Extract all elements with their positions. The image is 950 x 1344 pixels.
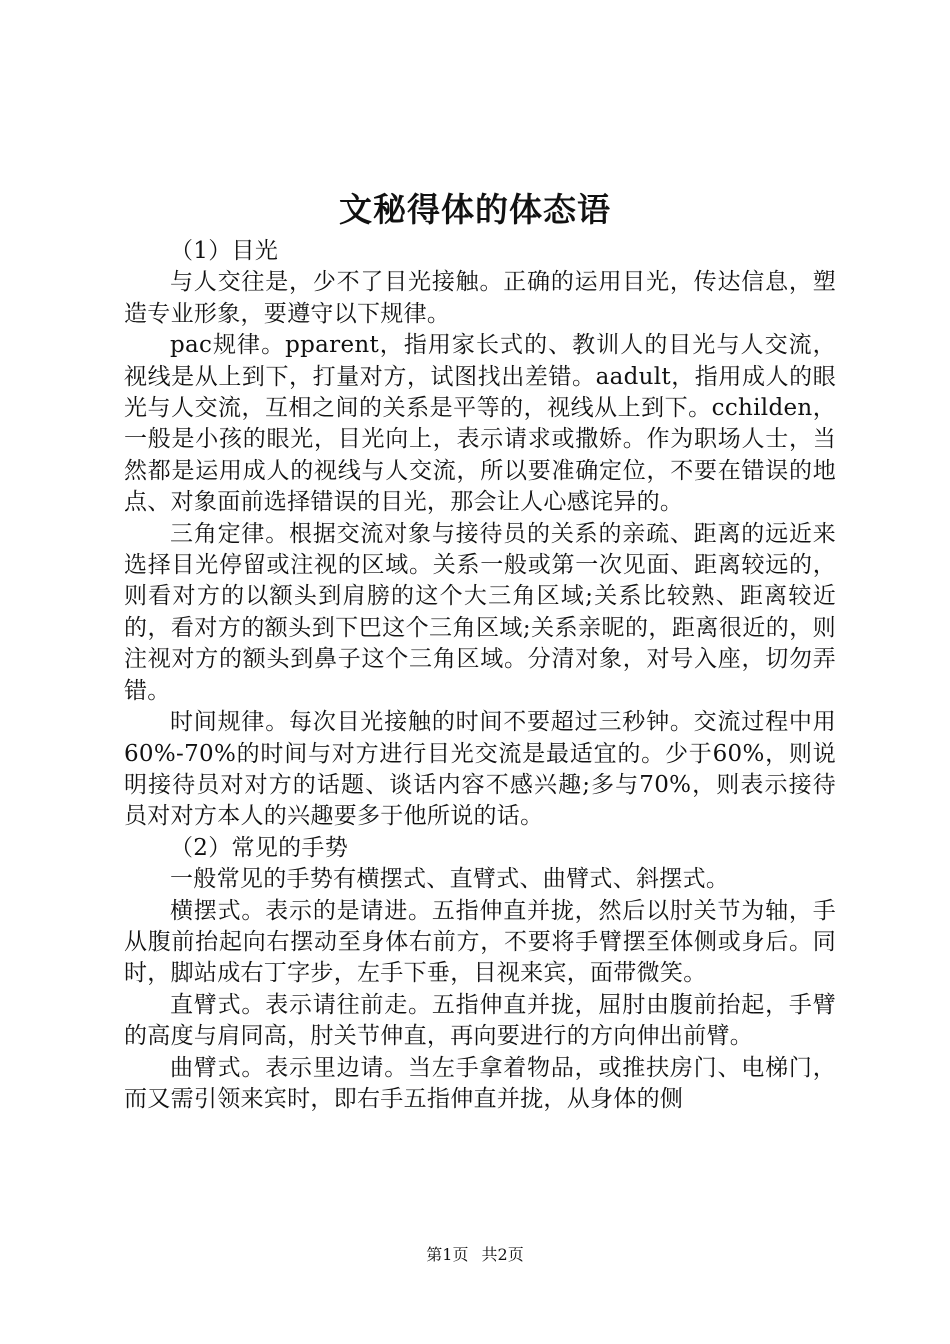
section-heading-gestures: （2）常见的手势 <box>170 834 349 861</box>
page-total: 共2页 <box>481 1245 524 1264</box>
page-footer <box>0 1244 950 1266</box>
body-paragraph: 与人交往是，少不了目光接触。正确的运用目光，传达信息，塑造专业形象，要遵守以下规律。 <box>124 269 836 327</box>
section-heading-gaze: （1）目光 <box>170 238 279 264</box>
body-paragraph: 曲臂式。表示里边请。当左手拿着物品，或推扶房门、电梯门，而又需引领来宾时，即右手五指伸直并拢，从身体的侧 <box>124 1054 836 1112</box>
page-number: 第1页 <box>426 1245 469 1264</box>
body-paragraph: 时间规律。每次目光接触的时间不要超过三秒钟。交流过程中用60%-70%的时间与对方进行目光交流是最适宜的。少于60%，则说明接待员对对方的话题、谈话内容不感兴趣;多与70%，则表示接待员对对方本人的兴趣要多于他所说的话。 <box>124 709 836 830</box>
body-paragraph: pac规律。pparent，指用家长式的、教训人的目光与人交流，视线是从上到下，打量对方，试图找出差错。aadult，指用成人的眼光与人交流，互相之间的关系是平等的，视线从上到下。cchilden，一般是小孩的眼光，目光向上，表示请求或撒娇。作为职场人士，当然都是运用成人的视线与人交流，所以要准确定位，不要在错误的地点、对象面前选择错误的目光，那会让人心感诧异的。 <box>124 332 836 516</box>
document-body <box>124 236 836 1115</box>
body-paragraph: 一般常见的手势有横摆式、直臂式、曲臂式、斜摆式。 <box>170 866 730 893</box>
body-paragraph: 直臂式。表示请往前走。五指伸直并拢，屈肘由腹前抬起，手臂的高度与肩同高，肘关节伸直，再向要进行的方向伸出前臂。 <box>124 991 836 1050</box>
document-title: 文秘得体的体态语 <box>339 190 611 229</box>
body-paragraph: 三角定律。根据交流对象与接待员的关系的亲疏、距离的远近来选择目光停留或注视的区域。关系一般或第一次见面、距离较远的，则看对方的以额头到肩膀的这个大三角区域;关系比较熟、距离较近的，看对方的额头到下巴这个三角区域;关系亲昵的，距离很近的，则注视对方的额头到鼻子这个三角区域。分清对象，对号入座，切勿弄错。 <box>124 520 836 704</box>
body-paragraph: 横摆式。表示的是请进。五指伸直并拢，然后以肘关节为轴，手从腹前抬起向右摆动至身体右前方，不要将手臂摆至体侧或身后。同时，脚站成右丁字步，左手下垂，目视来宾，面带微笑。 <box>124 897 836 987</box>
